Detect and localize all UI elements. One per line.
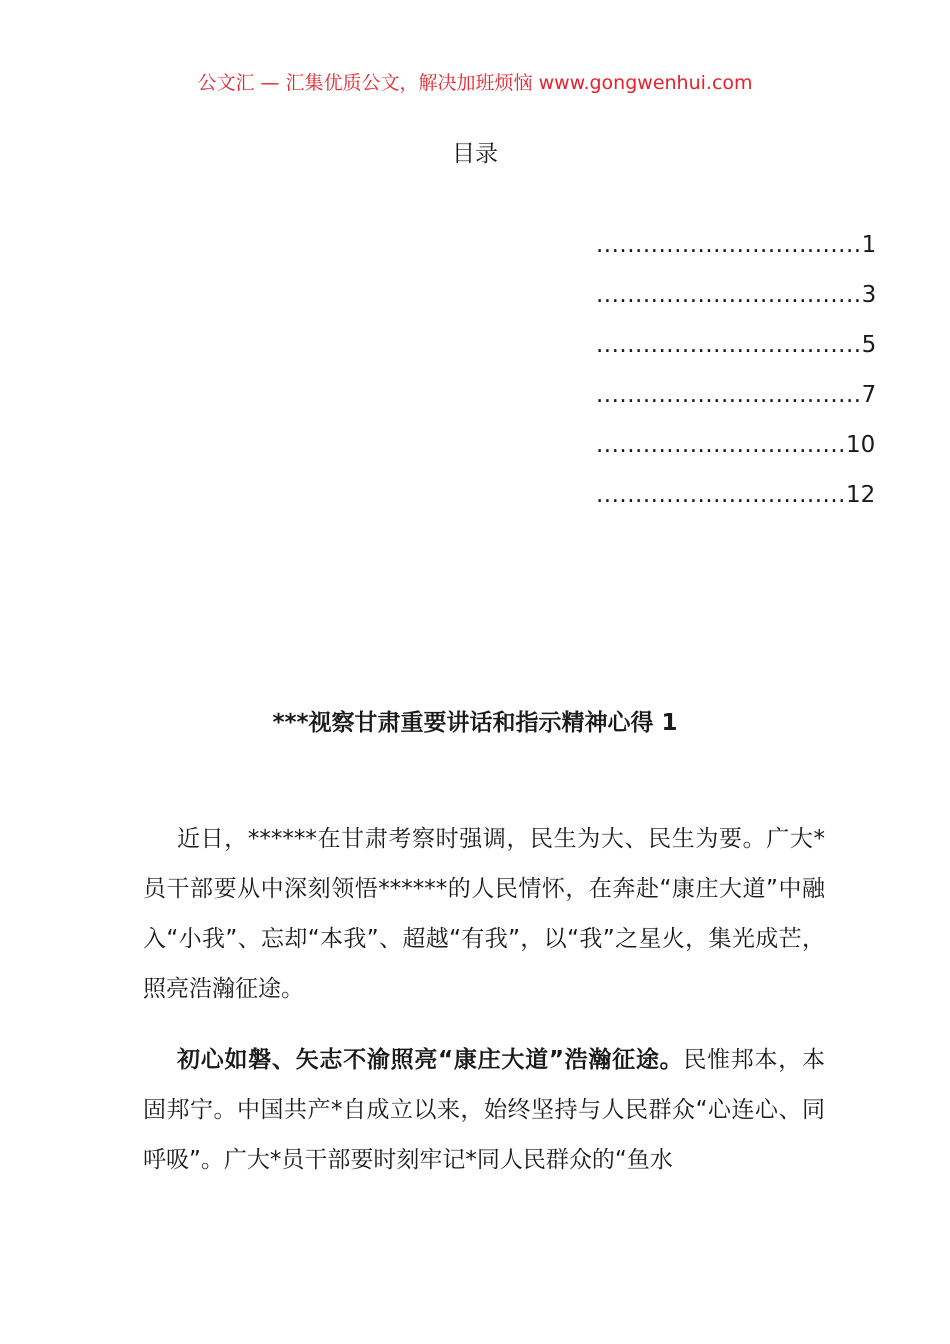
toc-page-number: 7 [861,382,877,408]
paragraph-body-text: 民惟邦本，本固邦宁。中国共产*自成立以来，始终坚持与人民群众“心连心、同呼吸”。广大*员干部要时刻牢记*同人民群众的“鱼水 [143,1047,826,1173]
toc-leader-dots: .................................. [596,232,862,258]
toc-item[interactable] [596,432,876,482]
toc-leader-dots: ................................ [596,482,846,508]
toc-page-number: 3 [861,282,877,308]
article-paragraph: 近日，******在甘肃考察时强调，民生为大、民生为要。广大*员干部要从中深刻领悟******的人民情怀，在奔赴“康庄大道”中融入“小我”、忘却“本我”、超越“有我”，以“我”之星火，集光成芒，照亮浩瀚征途。 [143,826,825,1002]
toc-item[interactable] [596,282,877,332]
toc-page-number: 10 [845,432,876,458]
toc-list [596,232,877,532]
toc-leader-dots: .................................. [596,282,862,308]
toc-page-number: 1 [861,232,877,258]
toc-item[interactable] [596,482,876,532]
toc-leader-dots: ................................ [596,432,846,458]
article-title: ***视察甘肃重要讲话和指示精神心得 1 [272,710,678,736]
paragraph-lead-sentence: 初心如磐、矢志不渝照亮“康庄大道”浩瀚征途。 [177,1047,684,1073]
toc-leader-dots: .................................. [596,382,862,408]
toc-item[interactable] [596,382,877,432]
toc-page-number: 5 [861,332,877,358]
toc-item[interactable] [596,232,877,282]
toc-item[interactable] [596,332,877,382]
header-banner: 公文汇 — 汇集优质公文，解决加班烦恼 www.gongwenhui.com [197,72,753,94]
toc-page-number: 12 [845,482,876,508]
toc-leader-dots: .................................. [596,332,862,358]
article-paragraph [143,1035,825,1185]
toc-title: 目录 [452,141,498,167]
